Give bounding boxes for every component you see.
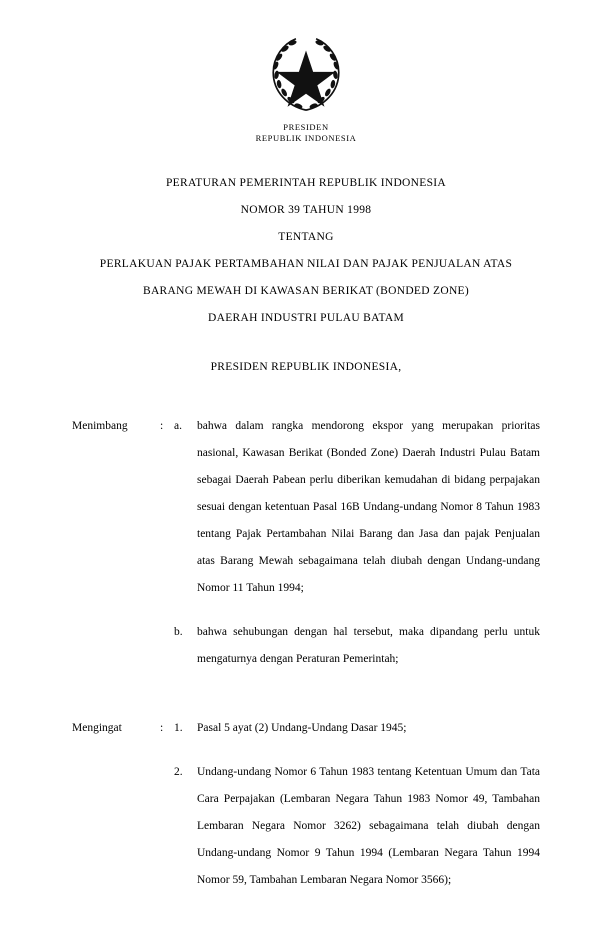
clause-menimbang bbox=[72, 413, 540, 673]
list-item bbox=[174, 619, 540, 673]
emblem-caption-line-1: PRESIDEN bbox=[283, 122, 329, 132]
item-text: Undang-undang Nomor 6 Tahun 1983 tentang Ketentuan Umum dan Tata Cara Perpajakan (Lembaran Negara Tahun 1983 Nomor 49, Tambahan Lembaran Negara Nomor 3262) sebagaimana telah diubah dengan Undang-undang Nomor 9 Tahun 1994 (Lembaran Negara Tahun 1994 Nomor 59, Tambahan Lembaran Negara Nomor 3566); bbox=[197, 766, 540, 886]
title-line-regulation: PERATURAN PEMERINTAH REPUBLIK INDONESIA bbox=[165, 177, 447, 189]
item-marker: 1. bbox=[174, 722, 183, 734]
title-line-subject-1: PERLAKUAN PAJAK PERTAMBAHAN NILAI DAN PAJAK PENJUALAN ATAS bbox=[99, 258, 513, 270]
emblem-block bbox=[72, 32, 540, 144]
list-item bbox=[174, 715, 540, 742]
list-item bbox=[174, 413, 540, 602]
item-marker: b. bbox=[174, 626, 183, 638]
item-marker: 2. bbox=[174, 766, 183, 778]
emblem-caption bbox=[256, 122, 357, 144]
item-text: bahwa dalam rangka mendorong ekspor yang merupakan prioritas nasional, Kawasan Berikat (Bonded Zone) Daerah Industri Pulau Batam sebagai Daerah Pabean perlu diberikan kemudahan di bidang perpajakan sesuai dengan ketentuan Pasal 16B Undang-undang Nomor 8 Tahun 1983 tentang Pajak Pertambahan Nilai Barang dan Jasa dan pajak Penjualan atas Barang Mewah sebagaimana telah diubah dengan Undang-undang Nomor 11 Tahun 1994; bbox=[197, 420, 540, 594]
title-line-subject-2: BARANG MEWAH DI KAWASAN BERIKAT (BONDED ZONE) bbox=[142, 285, 470, 297]
authority-line: PRESIDEN REPUBLIK INDONESIA, bbox=[210, 361, 402, 373]
clause-spacer bbox=[72, 673, 540, 715]
garuda-star-wreath-emblem-icon bbox=[264, 32, 348, 116]
item-text: Pasal 5 ayat (2) Undang-Undang Dasar 1945; bbox=[197, 722, 407, 734]
clause-label-menimbang: Menimbang bbox=[72, 420, 128, 432]
title-line-subject-3: DAERAH INDUSTRI PULAU BATAM bbox=[208, 312, 404, 324]
title-line-about: TENTANG bbox=[278, 231, 334, 243]
list-item bbox=[174, 759, 540, 894]
emblem-caption-line-2: REPUBLIK INDONESIA bbox=[255, 133, 357, 143]
item-marker: a. bbox=[174, 420, 182, 432]
document-title-block bbox=[72, 170, 540, 332]
clause-colon-menimbang: : bbox=[160, 420, 164, 432]
clause-label-mengingat: Mengingat bbox=[72, 722, 122, 734]
clause-mengingat bbox=[72, 715, 540, 894]
title-line-number: NOMOR 39 TAHUN 1998 bbox=[240, 204, 372, 216]
clause-colon-mengingat: : bbox=[160, 722, 164, 734]
item-text: bahwa sehubungan dengan hal tersebut, maka dipandang perlu untuk mengaturnya dengan Peraturan Pemerintah; bbox=[197, 626, 540, 665]
